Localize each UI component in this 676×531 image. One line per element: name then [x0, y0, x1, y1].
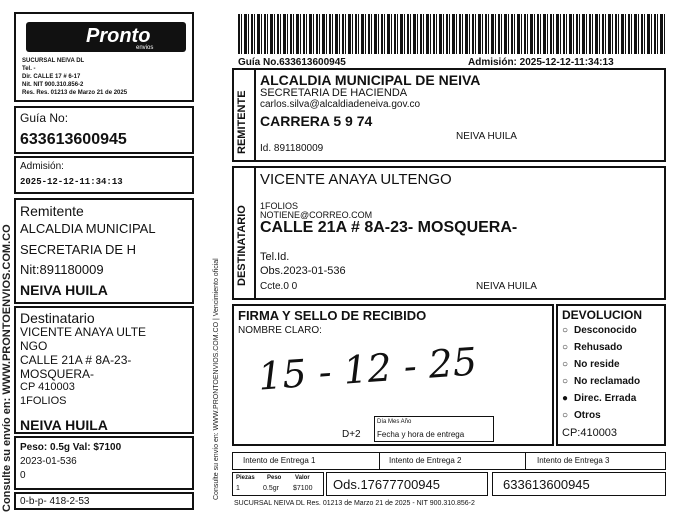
divider — [379, 453, 380, 469]
date-labels: Día Mes Año — [377, 419, 412, 425]
ods-number: Ods.17677700945 — [333, 477, 440, 492]
attempt-1: Intento de Entrega 1 — [243, 456, 316, 465]
pieces-box: Piezas Peso Valor 1 0.5gr $7100 — [232, 472, 324, 496]
radio-icon: ○ — [562, 410, 569, 421]
recipient-name-2: NGO — [20, 339, 48, 353]
recipient-email: NOTIENE@CORREO.COM — [260, 210, 373, 220]
guide-full: Guía No.633613600945 — [238, 57, 346, 68]
return-block: DEVOLUCION ○ Desconocido ○ Rehusado ○ No reside ○ No reclamado ● Direc. Errada ○ Otros CP:410003 — [556, 304, 666, 446]
recipient-tel: Tel.Id. — [260, 251, 290, 263]
sender-address: CARRERA 5 9 74 — [260, 113, 373, 129]
return-title: DEVOLUCION — [562, 308, 643, 322]
recipient-addr-2: MOSQUERA- — [20, 367, 95, 381]
admission-label: Admisión: — [20, 161, 64, 172]
return-cp: CP:410003 — [562, 427, 618, 439]
zero-value: 0 — [20, 470, 26, 481]
recipient-ccte: Ccte.0 0 — [260, 281, 298, 292]
sender-name-2: SECRETARIA DE HACIENDA — [260, 87, 408, 99]
branch-name: SUCURSAL NEIVA DL — [22, 58, 85, 64]
sender-tab: REMITENTE — [234, 70, 256, 160]
attempts-row — [232, 452, 666, 470]
sender-name-1: ALCALDIA MUNICIPAL DE NEIVA — [260, 72, 481, 88]
d-plus: D+2 — [342, 429, 361, 440]
recipient-name-1: VICENTE ANAYA ULTE — [20, 325, 147, 339]
date-caption: Fecha y hora de entrega — [377, 430, 465, 439]
radio-filled-icon: ● — [562, 393, 569, 404]
footer-text: SUCURSAL NEIVA DL Res. 01213 de Marzo 21 de 2025 - NIT 900.310.856-2 — [234, 500, 475, 507]
radio-icon: ○ — [562, 342, 569, 353]
sender-city: NEIVA HUILA — [456, 131, 517, 142]
guide-number: 633613600945 — [20, 131, 127, 148]
radio-icon: ○ — [562, 325, 569, 336]
sender-block — [232, 68, 666, 162]
guide-box — [14, 106, 194, 154]
radio-icon: ○ — [562, 376, 569, 387]
sender-name-2: SECRETARIA DE H — [20, 242, 137, 257]
branch-nit: Nit. NIT 900.310.856-2 — [22, 82, 84, 88]
recipient-cp: CP 410003 — [20, 381, 75, 393]
code-box — [14, 492, 194, 510]
branch-tel: Tel. - — [22, 66, 36, 72]
sender-id: Id. 891180009 — [260, 143, 324, 154]
recipient-name: VICENTE ANAYA ULTENGO — [260, 171, 452, 188]
branch-res: Res. Res. 01213 de Marzo 21 de 2025 — [22, 90, 128, 96]
ods-box — [326, 472, 488, 496]
name-label: NOMBRE CLARO: — [238, 325, 322, 336]
signature-block — [232, 304, 554, 446]
recipient-folios: 1FOLIOS — [260, 201, 299, 211]
obs-value: 2023-01-536 — [20, 456, 77, 467]
sender-box — [14, 198, 194, 304]
sender-email: carlos.silva@alcaldiadeneiva.gov.co — [260, 99, 421, 110]
recipient-addr-1: CALLE 21A # 8A-23- — [20, 353, 132, 367]
sender-nit: Nit:891180009 — [20, 262, 104, 277]
admission-value: 2025-12-12-11:34:13 — [20, 177, 123, 187]
sender-name-1: ALCALDIA MUNICIPAL — [20, 221, 156, 236]
branch-dir: Dir. CALLE 17 # 6-17 — [22, 74, 81, 80]
sender-label: Remitente — [20, 203, 84, 219]
recipient-folios: 1FOLIOS — [20, 395, 67, 407]
guide-label: Guía No: — [20, 111, 69, 125]
admission-box — [14, 156, 194, 194]
attempt-2: Intento de Entrega 2 — [389, 456, 462, 465]
recipient-address: CALLE 21A # 8A-23- MOSQUERA- — [260, 219, 518, 236]
weight-value: Peso: 0.5g Val: $7100 — [20, 442, 122, 453]
weight-box — [14, 436, 194, 490]
attempt-3: Intento de Entrega 3 — [537, 456, 610, 465]
recipient-obs: Obs.2023-01-536 — [260, 265, 346, 277]
logo-box — [14, 12, 194, 102]
recipient-box — [14, 306, 194, 434]
delivery-date-box — [374, 416, 494, 442]
recipient-block — [232, 166, 666, 300]
sender-city: NEIVA HUILA — [20, 282, 108, 298]
guide-bottom-box — [492, 472, 666, 496]
guide-bottom: 633613600945 — [503, 477, 590, 492]
barcode — [238, 14, 666, 54]
radio-icon: ○ — [562, 359, 569, 370]
handwritten-date: 15 - 12 - 25 — [256, 339, 479, 399]
recipient-city: NEIVA HUILA — [20, 417, 108, 433]
divider — [525, 453, 526, 469]
company-logo: Pronto envios — [26, 22, 186, 52]
signature-title: FIRMA Y SELLO DE RECIBIDO — [238, 308, 427, 323]
recipient-city: NEIVA HUILA — [476, 281, 537, 292]
route-code: 0-b-p- 418-2-53 — [20, 496, 90, 507]
recipient-label: Destinatario — [20, 310, 95, 326]
recipient-tab: DESTINATARIO — [234, 168, 256, 298]
admission-full: Admisión: 2025-12-12-11:34:13 — [468, 57, 614, 68]
